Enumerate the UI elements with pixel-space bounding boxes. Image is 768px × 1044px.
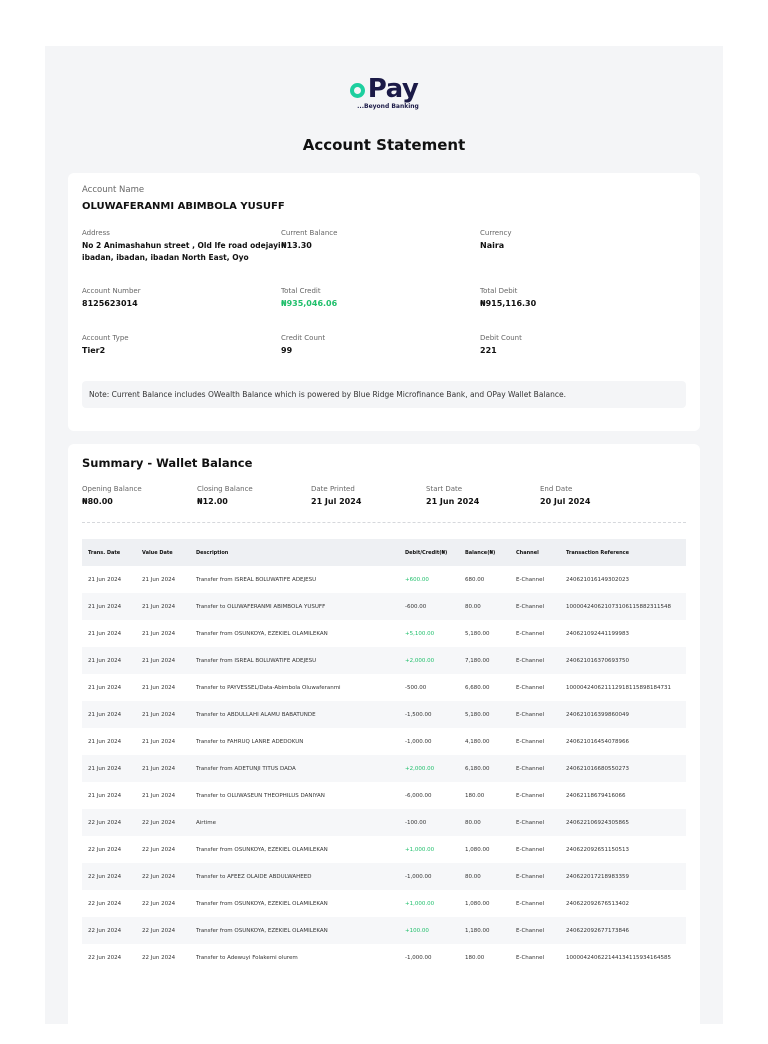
cell-trans-date: 21 Jun 2024: [88, 576, 122, 583]
cell-balance: 4,180.00: [465, 738, 490, 745]
cell-balance: 1,180.00: [459, 917, 510, 944]
summary-divider: [82, 522, 686, 523]
col-description: Description: [190, 539, 399, 566]
opening-balance-value: ₦80.00: [82, 497, 113, 506]
table-row: [82, 647, 686, 674]
account-name-label: Account Name: [82, 185, 145, 195]
cell-channel: E-Channel: [516, 954, 545, 961]
cell-reference: 24062118679416066: [566, 792, 626, 799]
transactions-table: [82, 539, 686, 971]
col-trans-date: Trans. Date: [82, 539, 136, 566]
cell-value-date: 22 Jun 2024: [142, 900, 176, 907]
account-type-value: Tier2: [82, 346, 106, 355]
summary-title: Summary - Wallet Balance: [82, 456, 253, 470]
cell-amount: -500.00: [405, 684, 427, 691]
col-value-date: Value Date: [136, 539, 190, 566]
table-row: [82, 566, 686, 593]
account-info-card: [68, 173, 700, 431]
cell-amount: +1,000.00: [405, 900, 435, 907]
cell-description: Transfer to Adewuyi Folakemi olurem: [196, 954, 298, 961]
cell-description: Transfer from OSUNKOYA, EZEKIEL OLAMILEKAN: [196, 846, 328, 853]
total-debit-value: ₦915,116.30: [480, 299, 537, 308]
current-balance-label: Current Balance: [281, 229, 338, 237]
cell-description: Transfer to FAHRUQ LANRE ADEDOKUN: [196, 738, 304, 745]
start-date-value: 21 Jun 2024: [426, 497, 480, 506]
cell-description: Transfer from OSUNKOYA, EZEKIEL OLAMILEKAN: [196, 900, 328, 907]
cell-balance: 6,180.00: [459, 755, 510, 782]
cell-balance: 680.00: [465, 576, 485, 583]
currency-value: Naira: [480, 241, 505, 250]
cell-balance: 5,180.00: [465, 630, 490, 637]
col-transaction-reference: Transaction Reference: [560, 539, 686, 566]
table-row: [82, 593, 686, 620]
cell-trans-date: 21 Jun 2024: [82, 755, 136, 782]
date-printed-value: 21 Jul 2024: [311, 497, 362, 506]
cell-balance: 1,080.00: [465, 900, 490, 907]
cell-channel: E-Channel: [510, 863, 560, 890]
end-date-label: End Date: [540, 485, 573, 493]
account-number-value: 8125623014: [82, 299, 138, 308]
cell-trans-date: 22 Jun 2024: [88, 846, 122, 853]
cell-channel: E-Channel: [510, 701, 560, 728]
cell-value-date: 22 Jun 2024: [136, 917, 190, 944]
cell-trans-date: 21 Jun 2024: [88, 738, 122, 745]
cell-reference: 240622092651150513: [566, 846, 629, 853]
cell-reference: 100004240621112918115898184731: [566, 684, 671, 691]
cell-amount: +1,000.00: [405, 846, 435, 853]
cell-channel: E-Channel: [510, 755, 560, 782]
address-line1: No 2 Animashahun street , Old Ife road odejayi: [82, 241, 281, 250]
col-debit-credit: Debit/Credit(₦): [399, 539, 459, 566]
cell-balance: 80.00: [459, 863, 510, 890]
cell-amount: -600.00: [399, 593, 459, 620]
cell-description: Transfer from OSUNKOYA, EZEKIEL OLAMILEKAN: [190, 917, 399, 944]
cell-description: Transfer from OSUNKOYA, EZEKIEL OLAMILEKAN: [196, 630, 328, 637]
table-row: [82, 863, 686, 890]
cell-balance: 7,180.00: [459, 647, 510, 674]
cell-reference: 240621016454078966: [566, 738, 629, 745]
cell-channel: E-Channel: [516, 738, 545, 745]
cell-trans-date: 21 Jun 2024: [88, 684, 122, 691]
cell-channel: E-Channel: [516, 576, 545, 583]
cell-amount: +600.00: [405, 576, 429, 583]
opening-balance-label: Opening Balance: [82, 485, 142, 493]
cell-channel: E-Channel: [516, 792, 545, 799]
cell-reference: 240621016399860049: [560, 701, 686, 728]
cell-description: Transfer from ISREAL BOLUWATIFE ADEJESU: [196, 576, 317, 583]
balance-note: Note: Current Balance includes OWealth Balance which is powered by Blue Ridge Microfinance Bank, and OPay Wallet Balance.: [82, 381, 686, 408]
summary-card: [68, 444, 700, 1044]
cell-amount: +2,000.00: [399, 647, 459, 674]
opay-logo: [45, 76, 723, 110]
logo-tagline: ...Beyond Banking: [357, 103, 419, 110]
address-line2: ibadan, ibadan, ibadan North East, Oyo: [82, 253, 249, 262]
cell-balance: 6,680.00: [465, 684, 490, 691]
cell-trans-date: 22 Jun 2024: [82, 809, 136, 836]
cell-amount: -6,000.00: [405, 792, 432, 799]
table-row: [82, 836, 686, 863]
account-number-label: Account Number: [82, 287, 141, 295]
cell-channel: E-Channel: [510, 647, 560, 674]
cell-description: Airtime: [190, 809, 399, 836]
closing-balance-label: Closing Balance: [197, 485, 253, 493]
cell-balance: 180.00: [465, 792, 485, 799]
cell-value-date: 22 Jun 2024: [142, 846, 176, 853]
cell-reference: 100004240621073106115882311548: [560, 593, 686, 620]
cell-value-date: 21 Jun 2024: [142, 684, 176, 691]
cell-trans-date: 21 Jun 2024: [82, 701, 136, 728]
cell-trans-date: 21 Jun 2024: [82, 593, 136, 620]
cell-reference: 240622017218983359: [560, 863, 686, 890]
cell-value-date: 21 Jun 2024: [142, 630, 176, 637]
cell-value-date: 21 Jun 2024: [136, 593, 190, 620]
cell-reference: 240621016370693750: [560, 647, 686, 674]
page-title: Account Statement: [302, 136, 466, 154]
cell-trans-date: 22 Jun 2024: [88, 954, 122, 961]
table-row: [82, 917, 686, 944]
cell-value-date: 22 Jun 2024: [142, 954, 176, 961]
cell-description: Transfer to OLUWAFERANMI ABIMBOLA YUSUFF: [190, 593, 399, 620]
cell-description: Transfer to OLUWASEUN THEOPHILUS DANIYAN: [196, 792, 325, 799]
cell-trans-date: 22 Jun 2024: [82, 917, 136, 944]
cell-channel: E-Channel: [516, 900, 545, 907]
logo-wordmark: Pay: [367, 74, 419, 104]
table-header-row: [82, 539, 686, 566]
statement-page: [45, 46, 723, 1024]
cell-trans-date: 22 Jun 2024: [82, 863, 136, 890]
cell-amount: -1,000.00: [405, 738, 432, 745]
cell-trans-date: 21 Jun 2024: [88, 792, 122, 799]
table-row: [82, 782, 686, 809]
cell-value-date: 21 Jun 2024: [136, 701, 190, 728]
col-balance: Balance(₦): [459, 539, 510, 566]
table-row: [82, 674, 686, 701]
cell-balance: 180.00: [465, 954, 485, 961]
cell-description: Transfer from ISREAL BOLUWATIFE ADEJESU: [190, 647, 399, 674]
credit-count-label: Credit Count: [281, 334, 326, 342]
cell-balance: 1,080.00: [465, 846, 490, 853]
cell-balance: 5,180.00: [459, 701, 510, 728]
table-row: [82, 701, 686, 728]
cell-description: Transfer to PAYVESSEL/Data-Abimbola Oluwaferanmi: [196, 684, 341, 691]
cell-balance: 80.00: [459, 593, 510, 620]
date-printed-label: Date Printed: [311, 485, 355, 493]
cell-amount: +100.00: [399, 917, 459, 944]
table-row: [82, 620, 686, 647]
table-row: [82, 728, 686, 755]
cell-trans-date: 21 Jun 2024: [88, 630, 122, 637]
account-name-value: OLUWAFERANMI ABIMBOLA YUSUFF: [82, 201, 285, 212]
cell-channel: E-Channel: [510, 809, 560, 836]
cell-balance: 80.00: [459, 809, 510, 836]
cell-amount: +5,100.00: [405, 630, 435, 637]
cell-value-date: 21 Jun 2024: [142, 576, 176, 583]
cell-trans-date: 22 Jun 2024: [88, 900, 122, 907]
cell-channel: E-Channel: [516, 846, 545, 853]
end-date-value: 20 Jul 2024: [540, 497, 591, 506]
account-type-label: Account Type: [82, 334, 129, 342]
total-credit-value: ₦935,046.06: [281, 299, 338, 308]
credit-count-value: 99: [281, 346, 293, 355]
table-row: [82, 944, 686, 971]
closing-balance-value: ₦12.00: [197, 497, 228, 506]
cell-amount: -1,500.00: [399, 701, 459, 728]
address-label: Address: [82, 229, 110, 237]
cell-description: Transfer from ADETUNJI TITUS DADA: [190, 755, 399, 782]
cell-reference: 240622092676513402: [566, 900, 629, 907]
debit-count-value: 221: [480, 346, 497, 355]
cell-reference: 100004240622144134115934164585: [566, 954, 671, 961]
col-channel: Channel: [510, 539, 560, 566]
cell-value-date: 21 Jun 2024: [142, 738, 176, 745]
cell-amount: -1,000.00: [405, 954, 432, 961]
cell-reference: 240621092441199983: [566, 630, 629, 637]
table-row: [82, 755, 686, 782]
cell-reference: 240621016680550273: [560, 755, 686, 782]
table-row: [82, 809, 686, 836]
cell-value-date: 21 Jun 2024: [136, 647, 190, 674]
cell-value-date: 22 Jun 2024: [136, 809, 190, 836]
cell-channel: E-Channel: [516, 684, 545, 691]
cell-amount: -1,000.00: [399, 863, 459, 890]
cell-channel: E-Channel: [510, 593, 560, 620]
current-balance-value: ₦13.30: [281, 241, 312, 250]
cell-reference: 240621016149302023: [566, 576, 629, 583]
start-date-label: Start Date: [426, 485, 463, 493]
cell-trans-date: 21 Jun 2024: [82, 647, 136, 674]
cell-reference: 240622106924305865: [560, 809, 686, 836]
cell-amount: -100.00: [399, 809, 459, 836]
cell-value-date: 22 Jun 2024: [136, 863, 190, 890]
currency-label: Currency: [480, 229, 512, 237]
cell-reference: 240622092677173846: [560, 917, 686, 944]
cell-value-date: 21 Jun 2024: [142, 792, 176, 799]
table-row: [82, 890, 686, 917]
cell-channel: E-Channel: [516, 630, 545, 637]
cell-description: Transfer to AFEEZ OLAIDE ABDULWAHEED: [190, 863, 399, 890]
cell-amount: +2,000.00: [399, 755, 459, 782]
cell-description: Transfer to ABDULLAHI ALAMU BABATUNDE: [190, 701, 399, 728]
cell-channel: E-Channel: [510, 917, 560, 944]
opay-circle-icon: [350, 83, 365, 98]
cell-value-date: 21 Jun 2024: [136, 755, 190, 782]
total-debit-label: Total Debit: [480, 287, 518, 295]
debit-count-label: Debit Count: [480, 334, 522, 342]
total-credit-label: Total Credit: [281, 287, 321, 295]
